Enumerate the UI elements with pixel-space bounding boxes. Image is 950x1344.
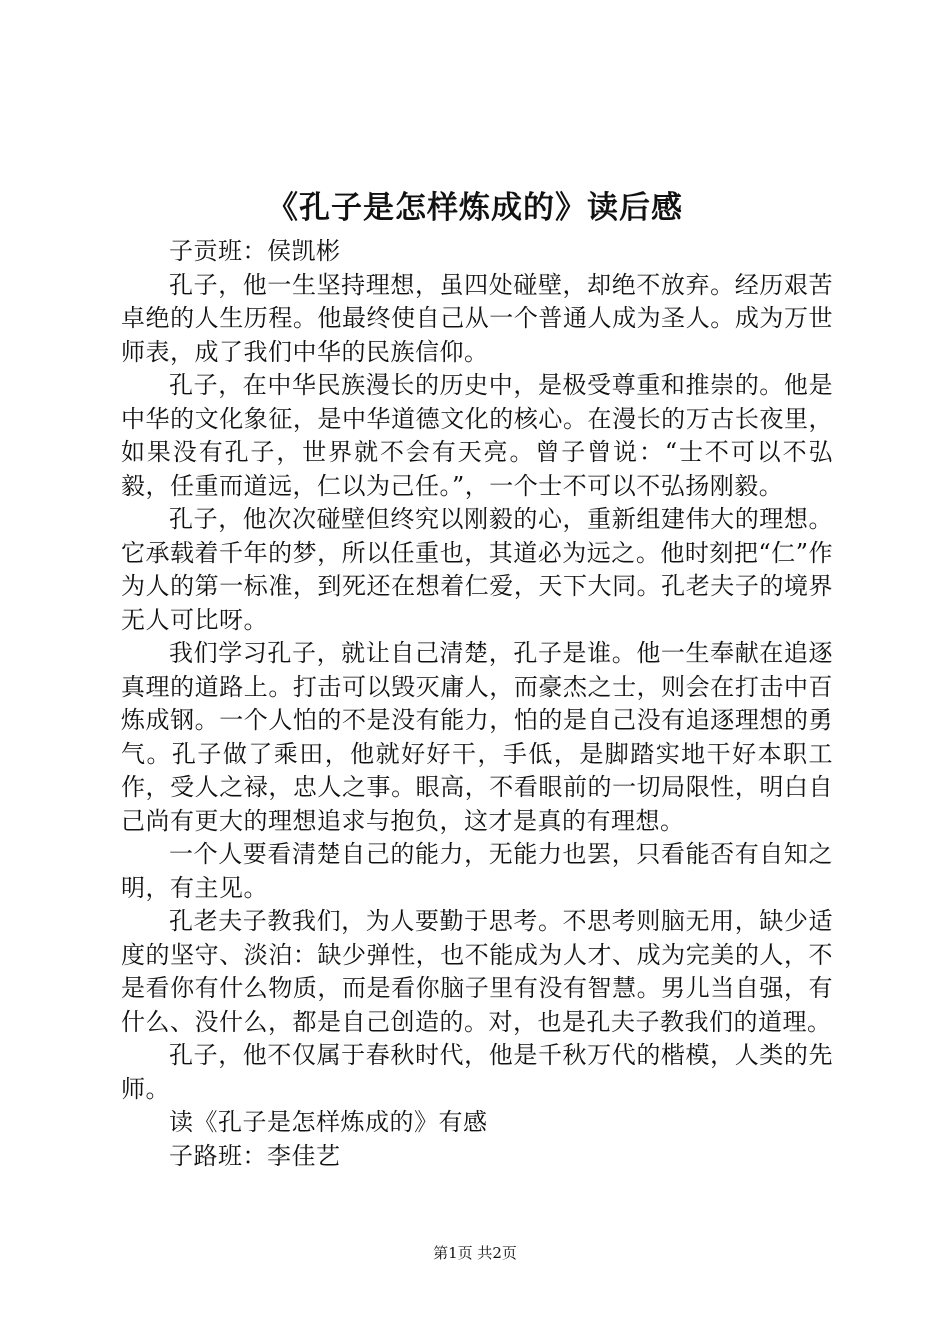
author-line: 子贡班：侯凯彬 [169, 237, 341, 265]
document-title: 《孔子是怎样炼成的》读后感 [267, 190, 683, 226]
author-line: 子路班：李佳艺 [169, 1141, 341, 1170]
document-body [121, 235, 833, 1173]
section-heading: 读《孔子是怎样炼成的》有感 [169, 1108, 488, 1136]
paragraph: 孔老夫子教我们，为人要勤于思考。不思考则脑无用，缺少适度的坚守、淡泊：缺少弹性，也不能成为人才、成为完美的人，不是看你有什么物质，而是看你脑子里有没有智慧。男儿当自强，有什么、没什么，都是自己创造的。对，也是孔夫子教我们的道理。 [121, 907, 833, 1036]
paragraph: 孔子，他不仅属于春秋时代，他是千秋万代的楷模，人类的先师。 [121, 1041, 833, 1103]
paragraph: 孔子，他一生坚持理想，虽四处碰壁，却绝不放弃。经历艰苦卓绝的人生历程。他最终使自己从一个普通人成为圣人。成为万世师表，成了我们中华的民族信仰。 [121, 270, 833, 366]
page-footer: 第1页 共2页 [433, 1244, 517, 1262]
paragraph: 孔子，在中华民族漫长的历史中，是极受尊重和推崇的。他是中华的文化象征，是中华道德文化的核心。在漫长的万古长夜里，如果没有孔子，世界就不会有天亮。曾子曾说：“士不可以不弘毅，任重而道远，仁以为己任。”，一个士不可以不弘扬刚毅。 [121, 371, 833, 500]
paragraph: 我们学习孔子，就让自己清楚，孔子是谁。他一生奉献在追逐真理的道路上。打击可以毁灭庸人，而豪杰之士，则会在打击中百炼成钢。一个人怕的不是没有能力，怕的是自己没有追逐理想的勇气。孔子做了乘田，他就好好干，手低，是脚踏实地干好本职工作，受人之禄，忠人之事。眼高，不看眼前的一切局限性，明白自己尚有更大的理想追求与抱负，这才是真的有理想。 [121, 639, 833, 835]
paragraph: 一个人要看清楚自己的能力，无能力也罢，只看能否有自知之明，有主见。 [121, 840, 833, 902]
paragraph: 孔子，他次次碰壁但终究以刚毅的心，重新组建伟大的理想。它承载着千年的梦，所以任重也，其道必为远之。他时刻把“仁”作为人的第一标准，到死还在想着仁爱，天下大同。孔老夫子的境界无人可比呀。 [121, 505, 833, 634]
